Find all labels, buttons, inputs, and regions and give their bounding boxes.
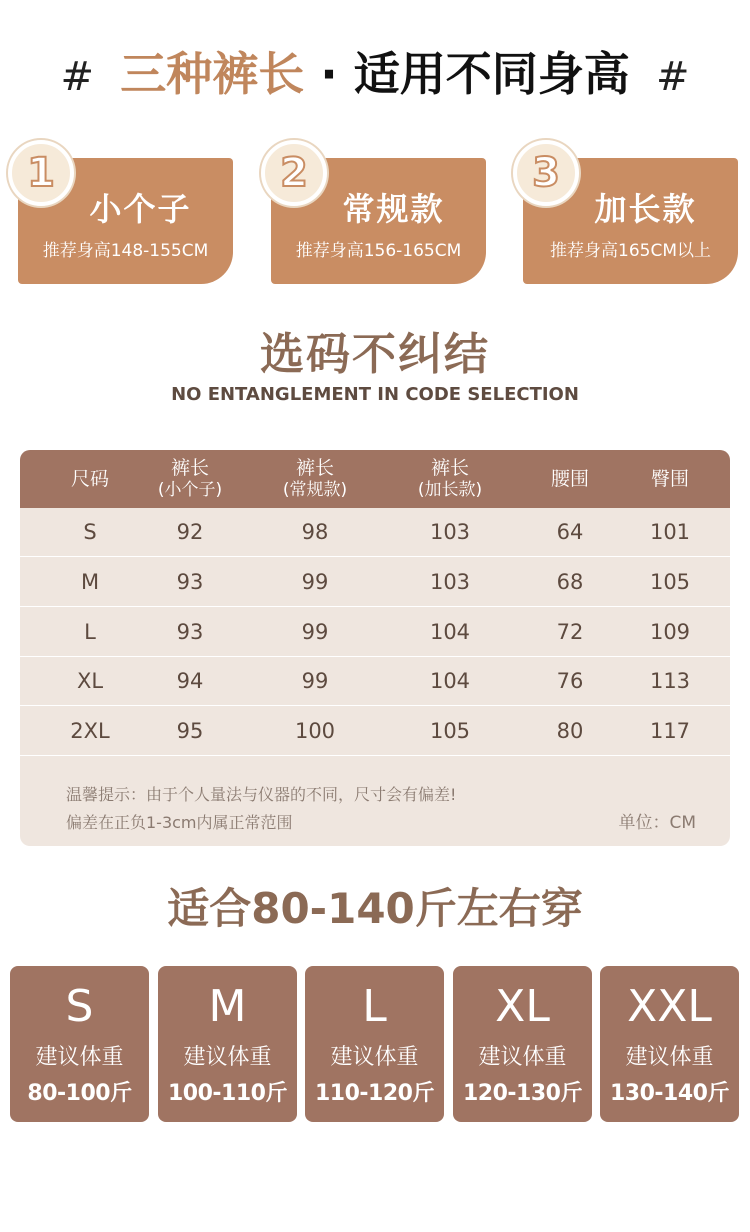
length-regular-cell: 98 [301,520,329,544]
selection-subtitle: NO ENTANGLEMENT IN CODE SELECTION [171,384,579,405]
header-cell: 臀围 [650,468,689,490]
length-recommend: 推荐身高165CM以上 [550,241,711,261]
table-header [20,450,730,508]
length-card-regular [271,150,486,284]
length-regular-cell: 100 [294,719,336,743]
hash-right: # [656,54,690,100]
header-cell: 裤长 (加长款) [417,457,483,500]
length-long-cell: 104 [429,669,471,693]
weight-card-xxl [600,966,739,1122]
length-card-short [18,150,233,284]
weight-label: 建议体重 [183,1045,272,1070]
number-badge: 2 [261,140,327,206]
size-cell: XL [76,669,104,693]
title-accent: 三种裤长 [120,47,305,101]
weight-range: 110-120斤 [315,1081,434,1106]
length-long-cell: 104 [429,620,471,644]
selection-title: 选码不纠结 [260,329,490,380]
length-name: 小个子 [89,190,192,228]
size-cell: 2XL [70,719,110,743]
length-recommend: 推荐身高148-155CM [42,241,209,261]
waist-cell: 76 [556,669,584,693]
weight-range: 120-130斤 [463,1081,582,1106]
page-title [0,38,750,113]
length-recommend: 推荐身高156-165CM [295,241,462,261]
weight-label: 建议体重 [330,1045,419,1070]
waist-cell: 72 [556,620,584,644]
length-long-cell: 103 [429,570,471,594]
waist-cell: 64 [556,520,584,544]
weight-label: 建议体重 [478,1045,567,1070]
hash-left: # [60,54,94,100]
number-badge: 1 [8,140,74,206]
title-dot: · [320,47,338,101]
weight-range: 80-100斤 [27,1081,132,1106]
table-note-warning: 温馨提示：由于个人量法与仪器的不同，尺寸会有偏差! [66,785,457,804]
table-unit: 单位：CM [618,813,696,833]
weight-size: M [208,981,247,1032]
length-long-cell: 105 [429,719,471,743]
size-table [20,450,730,846]
hip-cell: 113 [649,669,691,693]
weight-label: 建议体重 [35,1045,124,1070]
hip-cell: 117 [649,719,691,743]
header-cell: 腰围 [550,468,589,490]
table-row [20,508,730,557]
length-card-long [523,150,738,284]
length-short-cell: 92 [176,520,204,544]
weight-size: XXL [627,981,712,1032]
length-name: 常规款 [342,190,445,228]
hip-cell: 109 [649,620,691,644]
fit-title: 适合80-140斤左右穿 [167,884,583,933]
length-short-cell: 93 [176,570,204,594]
length-name: 加长款 [594,190,697,228]
size-cell: L [84,620,96,644]
header-cell: 裤长 (小个子) [157,457,223,500]
weight-label: 建议体重 [625,1045,714,1070]
length-short-cell: 93 [176,620,204,644]
length-regular-cell: 99 [301,570,329,594]
hip-cell: 105 [649,570,691,594]
length-short-cell: 95 [176,719,204,743]
table-row [20,707,730,756]
header-cell: 裤长 (常规款) [282,457,348,500]
length-regular-cell: 99 [301,620,329,644]
weight-size: S [65,981,94,1032]
table-row [20,657,730,706]
weight-card-m [158,966,297,1122]
number-badge: 3 [513,140,579,206]
waist-cell: 80 [556,719,584,743]
weight-size: XL [495,981,550,1032]
weight-card-xl [453,966,592,1122]
length-short-cell: 94 [176,669,204,693]
weight-range: 130-140斤 [610,1081,729,1106]
waist-cell: 68 [556,570,584,594]
size-cell: S [83,520,97,544]
weight-size: L [362,981,387,1032]
size-cell: M [80,570,100,594]
hip-cell: 101 [649,520,691,544]
table-note-tolerance: 偏差在正负1-3cm内属正常范围 [66,813,293,832]
weight-card-l [305,966,444,1122]
table-row [20,558,730,607]
length-regular-cell: 99 [301,669,329,693]
title-rest: 适用不同身高 [353,47,630,101]
table-row [20,608,730,657]
weight-range: 100-110斤 [168,1081,287,1106]
length-long-cell: 103 [429,520,471,544]
weight-card-s [10,966,149,1122]
header-cell: 尺码 [70,468,109,490]
